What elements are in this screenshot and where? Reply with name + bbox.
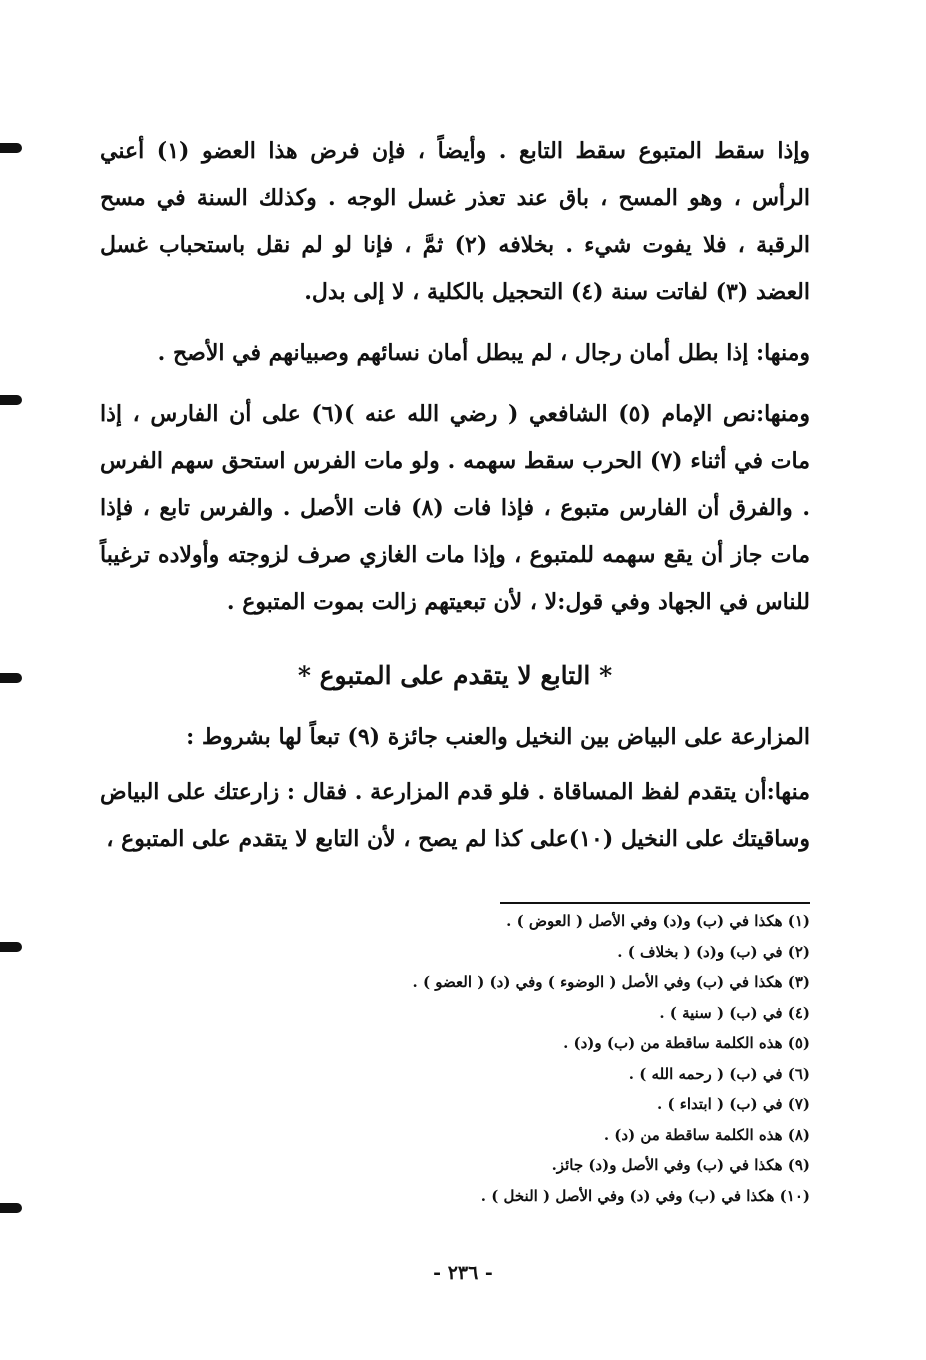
footnote-4: (٤) في (ب) ( سنية ) . bbox=[659, 1003, 810, 1022]
footnote-divider bbox=[500, 902, 810, 904]
paragraph-3: ومنها:نص الإمام (٥) الشافعي ( رضي الله عنه )(٦) على أن الفارس ، إذا مات في أثناء (٧) الحرب سقط سهمه . ولو مات الفرس استحق سهم الفرس . والفرق أن الفارس متبوع ، فإذا فات (٨) فات الأصل . والفرس تابع ، فإذا مات جاز أن يقع سهمه للمتبوع ، وإذا مات الغازي صرف لزوجته وأولاده ترغيباً للناس في الجهاد وفي قول:لا ، لأن تبعيتهم زالت بموت المتبوع . bbox=[100, 401, 810, 615]
paragraph-2: ومنها: إذا بطل أمان رجال ، لم يبطل أمان نسائهم وصبيانهم في الأصح . bbox=[157, 340, 810, 366]
footnote-1: (١) هكذا في (ب) و(د) وفي الأصل ( العوض ) . bbox=[506, 912, 810, 930]
margin-mark bbox=[0, 1203, 22, 1213]
footnotes bbox=[100, 906, 810, 1211]
footnote-2: (٢) في (ب) و(د) ( بخلاف ) . bbox=[617, 942, 810, 961]
page-number: - ٢٣٦ - bbox=[433, 1262, 493, 1284]
paragraph-4: المزارعة على البياض بين النخيل والعنب جائزة (٩) تبعاً لها بشروط : bbox=[186, 724, 810, 750]
paragraph-5: منها:أن يتقدم لفظ المساقاة . فلو قدم المزارعة . فقال : زارعتك على البياض وساقيتك على النخيل (١٠)على كذا لم يصح ، لأن التابع لا يتقدم على المتبوع ، bbox=[100, 779, 810, 852]
margin-mark bbox=[0, 143, 22, 153]
footnote-5: (٥) هذه الكلمة ساقطة من (ب) و(د) . bbox=[563, 1034, 810, 1052]
margin-mark bbox=[0, 673, 22, 683]
paragraph-1: وإذا سقط المتبوع سقط التابع . وأيضاً ، فإن فرض هذا العضو (١) أعني الرأس ، وهو المسح ، باق عند تعذر غسل الوجه . وكذلك السنة في مسح الرقبة ، فلا يفوت شيء . بخلافه (٢) ثمَّ ، فإنا لو لم نقل باستحباب غسل العضد (٣) لفاتت سنة (٤) التحجيل بالكلية ، لا إلى بدل. bbox=[100, 138, 811, 305]
margin-mark bbox=[0, 395, 22, 405]
footnote-3: (٣) هكذا في (ب) وفي الأصل ( الوضوء ) وفي (د) ( العضو ) . bbox=[412, 973, 810, 991]
footnote-9: (٩) هكذا في (ب) وفي الأصل و(د) جائز. bbox=[551, 1156, 810, 1174]
footnote-6: (٦) في (ب) ( رحمه الله ) . bbox=[628, 1064, 810, 1083]
margin-mark bbox=[0, 942, 22, 952]
main-text bbox=[100, 128, 810, 863]
footnote-10: (١٠) هكذا في (ب) وفي (د) وفي الأصل ( النخل ) . bbox=[480, 1186, 810, 1205]
footnote-8: (٨) هذه الكلمة ساقطة من (د) . bbox=[603, 1125, 810, 1144]
footnote-7: (٧) في (ب) ( ابتداء ) . bbox=[657, 1095, 810, 1113]
section-heading: * التابع لا يتقدم على المتبوع * bbox=[297, 661, 613, 690]
